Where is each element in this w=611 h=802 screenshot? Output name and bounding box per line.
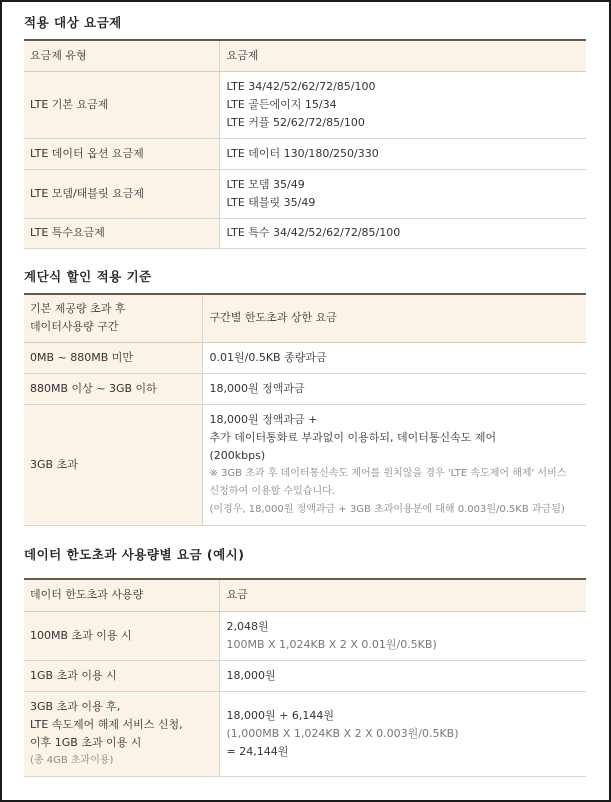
table-row [24, 611, 586, 660]
fee-amount: 2,048원 [226, 619, 269, 633]
table-header-row [24, 294, 586, 342]
plan-cell [219, 218, 586, 248]
plan-line: LTE 특수 34/42/52/62/72/85/100 [226, 226, 401, 239]
fee-cell [219, 611, 586, 660]
plan-line: LTE 골든에이지 15/34 [226, 97, 337, 111]
fee-formula: (1,000MB X 1,024KB X 2 X 0.003원/0.5KB) [226, 726, 459, 740]
fee-total: = 24,144원 [226, 744, 289, 758]
fee-cell: 18,000원 [219, 660, 586, 691]
fee-formula: 100MB X 1,024KB X 2 X 0.01원/0.5KB) [226, 637, 437, 651]
section-title-tiered-discount: 계단식 할인 적용 기준 [24, 269, 152, 284]
plan-type-cell: LTE 특수요금제 [24, 218, 219, 248]
usage-range-cell: 3GB 초과 [24, 404, 202, 525]
header-overage-usage: 데이터 한도초과 사용량 [24, 579, 219, 611]
usage-line: 3GB 초과 이용 후, [30, 699, 121, 713]
header-plan: 요금제 [219, 40, 586, 71]
usage-range-cell: 0MB ~ 880MB 미만 [24, 342, 202, 373]
plan-type-cell: LTE 기본 요금제 [24, 71, 219, 138]
table-row [24, 373, 586, 404]
plan-line: LTE 커플 52/62/72/85/100 [226, 115, 365, 129]
table-header-row [24, 40, 586, 71]
overage-examples-table [24, 578, 586, 777]
plan-cell [219, 138, 586, 169]
plan-line: LTE 모뎀 35/49 [226, 177, 305, 191]
header-usage-range-line1: 기본 제공량 초과 후 [30, 302, 126, 316]
plan-cell [219, 169, 586, 218]
charge-line: (200kbps) [209, 448, 266, 462]
charge-note: 신청하여 이용할 수있습니다. [209, 485, 335, 497]
charge-cell: 18,000원 정액과금 [202, 373, 586, 404]
section-title-target-plans: 적용 대상 요금제 [24, 15, 122, 30]
usage-cell: 100MB 초과 이용 시 [24, 611, 219, 660]
charge-cell: 0.01원/0.5KB 종량과금 [202, 342, 586, 373]
usage-range-cell: 880MB 이상 ~ 3GB 이하 [24, 373, 202, 404]
charge-cell [202, 404, 586, 525]
usage-line: LTE 속도제어 해제 서비스 신청, [30, 717, 183, 731]
tiered-discount-table [24, 293, 586, 526]
table-row [24, 691, 586, 776]
plan-type-cell: LTE 데이터 옵션 요금제 [24, 138, 219, 169]
target-plans-table [24, 39, 586, 249]
header-fee: 요금 [219, 579, 586, 611]
header-plan-type: 요금제 유형 [24, 40, 219, 71]
charge-note: ※ 3GB 초과 후 데이터통신속도 제어를 원치않을 경우 'LTE 속도제어 해제' 서비스 [209, 467, 567, 479]
charge-note: (이경우, 18,000원 정액과금 + 3GB 초과이용분에 대해 0.003원/0.5KB 과금됨) [209, 503, 565, 515]
plan-line: LTE 태블릿 35/49 [226, 195, 316, 209]
plan-line: LTE 34/42/52/62/72/85/100 [226, 79, 376, 93]
table-row [24, 404, 586, 525]
fee-amount: 18,000원 + 6,144원 [226, 708, 334, 722]
table-row [24, 169, 586, 218]
header-cap-charge: 구간별 한도초과 상한 요금 [202, 294, 586, 342]
header-usage-range-line2: 데이터사용량 구간 [30, 320, 119, 334]
table-row [24, 218, 586, 248]
charge-line: 18,000원 정액과금 + [209, 412, 318, 426]
plan-type-cell: LTE 모뎀/태블릿 요금제 [24, 169, 219, 218]
usage-note: (총 4GB 초과이용) [30, 754, 114, 766]
table-row [24, 138, 586, 169]
fee-cell [219, 691, 586, 776]
plan-cell [219, 71, 586, 138]
header-usage-range [24, 294, 202, 342]
plan-line: LTE 데이터 130/180/250/330 [226, 146, 379, 160]
charge-line: 추가 데이터통화료 부과없이 이용하되, 데이터통신속도 제어 [209, 430, 497, 444]
table-row [24, 342, 586, 373]
table-row [24, 71, 586, 138]
usage-line: 이후 1GB 초과 이용 시 [30, 735, 142, 749]
section-title-overage-examples: 데이터 한도초과 사용량별 요금 (예시) [24, 547, 245, 562]
table-row [24, 660, 586, 691]
usage-cell: 1GB 초과 이용 시 [24, 660, 219, 691]
usage-cell [24, 691, 219, 776]
table-header-row [24, 579, 586, 611]
